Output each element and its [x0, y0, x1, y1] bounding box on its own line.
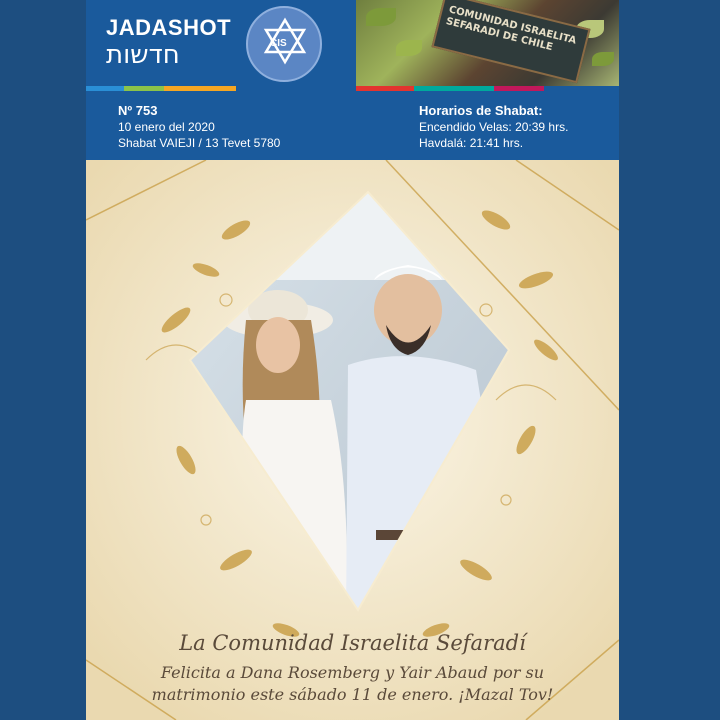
stripe-segment	[164, 86, 236, 91]
stripe-segment	[356, 86, 414, 91]
caption-body	[86, 662, 619, 706]
logo-text: CIS	[270, 38, 287, 49]
brand-hebrew: חדשות	[106, 40, 180, 70]
cis-logo	[246, 6, 322, 82]
parasha: Shabat VAIEJI / 13 Tevet 5780	[118, 136, 281, 150]
newsletter-page	[86, 0, 619, 720]
brand-logo	[106, 16, 231, 69]
issue-date: 10 enero del 2020	[118, 120, 215, 134]
congratulations-caption	[86, 630, 619, 706]
candle-lighting: Encendido Velas: 20:39 hrs.	[419, 120, 569, 134]
stripe-segment	[86, 86, 124, 91]
community-sign: COMUNIDAD ISRAELITA SEFARADI DE CHILE	[431, 0, 590, 83]
stripe-segment	[544, 86, 619, 91]
shabat-times	[419, 103, 568, 151]
stripe-segment	[124, 86, 164, 91]
havdala-time: Havdalá: 21:41 hrs.	[419, 136, 524, 150]
brand-latin: JADASHOT	[106, 15, 232, 40]
issue-number: Nº 753	[118, 103, 158, 118]
color-stripe	[86, 86, 619, 91]
building-photo	[356, 0, 619, 86]
shabat-title: Horarios de Shabat:	[419, 103, 543, 118]
stripe-segment	[414, 86, 494, 91]
newsletter-header	[86, 0, 619, 160]
caption-line-2: matrimonio este sábado 11 de enero. ¡Mazal Tov!	[151, 685, 554, 704]
caption-line-1: Felicita a Dana Rosemberg y Yair Abaud por su	[160, 663, 545, 682]
issue-info	[118, 103, 280, 151]
stripe-segment	[494, 86, 544, 91]
caption-title: La Comunidad Israelita Sefaradí	[179, 631, 526, 655]
stripe-segment	[236, 86, 356, 91]
